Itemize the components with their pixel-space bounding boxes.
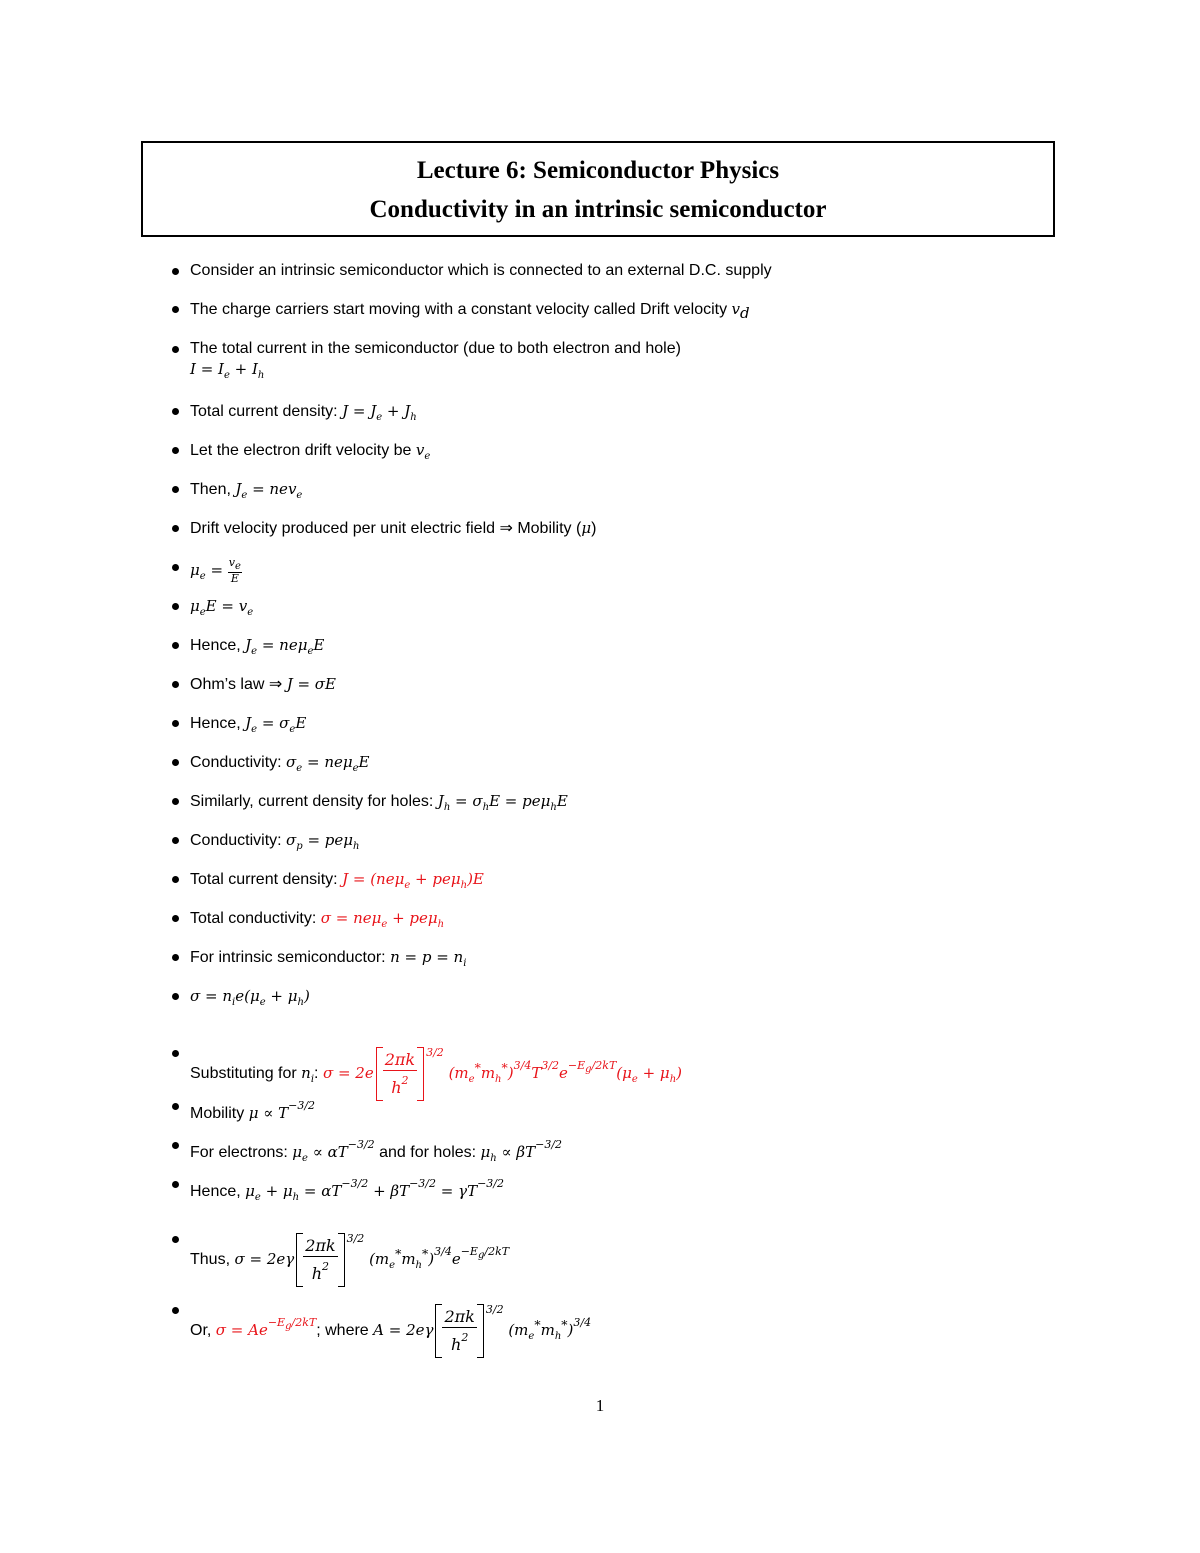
bullet-text: and for holes: <box>374 1144 481 1161</box>
list-item <box>190 557 242 587</box>
bullet-text: Consider an intrinsic semiconductor which is connected to an external D.C. supply <box>190 262 772 279</box>
list-item <box>190 1096 315 1124</box>
list-item <box>190 830 360 857</box>
list-item <box>190 518 596 539</box>
bullet-text: Ohm’s law ⇒ <box>190 676 287 693</box>
bullet-text: The charge carriers start moving with a constant velocity called Drift velocity <box>190 301 732 318</box>
list-item <box>190 908 444 935</box>
math-expression: $\sigma_e = ne\mu_eE$ <box>286 753 370 774</box>
bullet-text: The total current in the semiconductor (due to both electron and hole) <box>190 340 681 357</box>
math-expression: $J_e = ne\mu_eE$ <box>245 636 325 657</box>
list-item <box>190 986 310 1013</box>
bullet-text: ) <box>591 520 597 537</box>
list-item <box>190 1135 562 1169</box>
math-expression: v <box>731 300 741 318</box>
bullet-text: Let the electron drift velocity be <box>190 442 416 459</box>
list-item <box>190 713 306 740</box>
list-item <box>190 401 417 428</box>
list-item <box>190 1174 504 1208</box>
page-number: 1 <box>595 1396 605 1415</box>
math-expression: $I = I_e + I_h$ <box>190 360 265 381</box>
bullet-text: Similarly, current density for holes: <box>190 793 438 810</box>
math-subscript: d <box>740 304 750 323</box>
bullet-text: Total current density: <box>190 403 343 420</box>
list-item <box>190 440 430 467</box>
list-item <box>190 947 466 974</box>
bullet-text: Then, <box>190 481 236 498</box>
math-expression: $\sigma = Ae^{-E_g/2kT}$ <box>215 1316 317 1339</box>
list-item <box>190 1229 509 1287</box>
list-item <box>190 752 369 779</box>
math-expression: $\mu_eE = v_e$ <box>190 597 254 618</box>
bullet-text: Substituting for <box>190 1065 302 1082</box>
lecture-subtitle: Conductivity in an intrinsic semiconductor <box>369 196 827 223</box>
math-expression: $v_e$ <box>415 441 431 462</box>
math-expression: σ = 2e $\frac{2\pi k}{h^2}$ $^{3/2}$ $(m_e^*m_h^*)^{3/4}T^{3/2}e^{-E_g/2kT}(\mu_e + \mu_h)$ <box>323 1064 682 1082</box>
math-expression: μ <box>581 519 592 537</box>
bullet-text: Hence, <box>190 1183 246 1200</box>
math-expression: $n = p = n_i$ <box>390 948 467 969</box>
list-item <box>190 791 568 818</box>
math-expression: $\mu_h \propto \beta T^{-3/2}$ <box>480 1138 563 1164</box>
math-expression: $\mu_e + \mu_h = \alpha T^{-3/2} + \beta T^{-3/2} = \gamma T^{-3/2}$ <box>245 1177 504 1203</box>
math-expression: σ = neμ$_e$ + peμ$_h$ <box>320 909 445 930</box>
math-expression: $J_h = \sigma_hE = pe\mu_hE$ <box>437 792 568 813</box>
bullet-text: Total current density: <box>190 871 343 888</box>
bullet-text: Total conductivity: <box>190 910 321 927</box>
math-expression: $\sigma_p = pe\mu_h$ <box>286 831 360 852</box>
math-expression: $\mu_e \propto \alpha T^{-3/2}$ <box>292 1138 375 1164</box>
list-item <box>190 1300 591 1358</box>
math-expression: $J = J_e + J_h$ <box>342 402 417 423</box>
math-expression: $J_e = \sigma_eE$ <box>245 714 307 735</box>
list-item <box>190 299 750 323</box>
math-expression: σ = 2eγ $\frac{2\pi k}{h^2}$ $^{3/2}$ $(m_e^*m_h^*)^{3/4}e^{-E_g/2kT}$ <box>234 1250 509 1268</box>
math-expression: J = (neμ$_e$ + peμ$_h$)E <box>342 870 484 891</box>
bullet-text: Conductivity: <box>190 754 287 771</box>
bullet-text: Mobility <box>190 1105 249 1122</box>
bullet-text: Hence, <box>190 715 246 732</box>
lecture-title: Lecture 6: Semiconductor Physics <box>416 157 780 184</box>
math-expression: $n_i$ <box>301 1064 315 1085</box>
math-expression: $\sigma = n_ie(\mu_e + \mu_h)$ <box>190 987 310 1008</box>
list-item <box>190 339 681 386</box>
bullet-text: Conductivity: <box>190 832 287 849</box>
bullet-text: Or, <box>190 1322 216 1339</box>
math-expression: A = 2eγ $\frac{2\pi k}{h^2}$ $^{3/2}$ $(m_e^*m_h^*)^{3/4}$ <box>373 1321 591 1339</box>
bullet-text: ; where <box>316 1322 374 1339</box>
math-expression: J = σE <box>286 675 336 693</box>
math-expression: $J_e = nev_e$ <box>235 480 303 501</box>
list-item: Substituting for $n_i$: σ = 2e $\frac{2\pi k}{h^2}$ $^{3/2}$ $(m_e^*m_h^*)^{3/4}T^{3/2}e^{-E_g/2kT}(\mu_e + \mu_h)$ <box>190 1043 682 1101</box>
bullet-text: For electrons: <box>190 1144 293 1161</box>
list-item <box>190 261 772 281</box>
bullet-text: Hence, <box>190 637 246 654</box>
math-expression: $\mu_e$ = $\frac{v_e}{E}$ <box>190 556 241 586</box>
list-item <box>190 635 324 662</box>
bullet-text: Thus, <box>190 1251 235 1268</box>
list-item <box>190 869 484 896</box>
list-item <box>190 674 336 695</box>
list-item <box>190 596 253 623</box>
math-expression: $\mu \propto T^{-3/2}$ <box>248 1099 316 1122</box>
list-item <box>190 479 302 506</box>
bullet-text: Drift velocity produced per unit electric field ⇒ Mobility ( <box>190 520 582 537</box>
bullet-text: For intrinsic semiconductor: <box>190 949 391 966</box>
